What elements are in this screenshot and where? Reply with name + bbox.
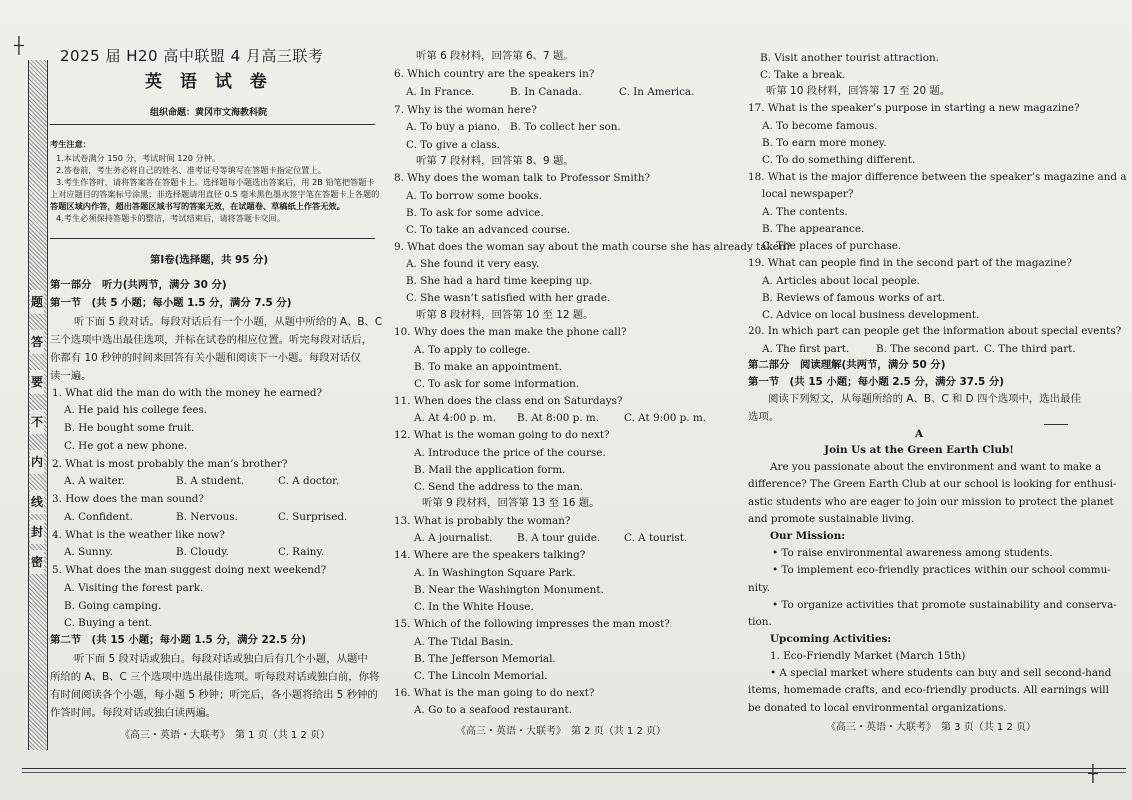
- mission-item: nity.: [748, 582, 770, 594]
- question-stem: 3. How does the man sound?: [52, 493, 204, 505]
- bottom-rule-2: [22, 772, 1126, 773]
- passage-line: Are you passionate about the environment and want to make a: [770, 461, 1102, 473]
- option: A. Articles about local people.: [762, 275, 920, 287]
- option: C. Take a break.: [760, 69, 846, 81]
- option: A. To become famous.: [762, 120, 878, 132]
- notice-item: 3.考生作答时，请将答案答在答题卡上。选择题每小题选出答案后，用 2B 铅笔把答题卡: [56, 177, 375, 187]
- question-stem: local newspaper?: [762, 188, 854, 200]
- option: A. In France.: [406, 86, 475, 98]
- question-stem: 2. What is most probably the man’s brother?: [52, 458, 288, 470]
- instruction-line: 有时间阅读各个小题，每小题 5 秒钟；听完后，各小题将给出 5 秒钟的: [50, 689, 378, 701]
- question-stem: 17. What is the speaker’s purpose in starting a new magazine?: [748, 102, 1080, 114]
- notice-rule: [50, 238, 375, 239]
- material-heading: 听第 6 段材料，回答第 6、7 题。: [416, 50, 574, 62]
- option: A. Visiting the forest park.: [64, 582, 204, 594]
- question-stem: 9. What does the woman say about the math course she has already taken?: [394, 241, 792, 253]
- option: C. To do something different.: [762, 154, 916, 166]
- section-heading: 第一节 (共 5 小题；每小题 1.5 分，满分 7.5 分): [50, 297, 292, 309]
- option: A. To buy a piano.: [406, 121, 501, 133]
- binding-char: 线: [30, 490, 44, 514]
- option: B. Visit another tourist attraction.: [760, 52, 939, 64]
- option: B. The second part.: [876, 343, 979, 355]
- part-heading: 第二部分 阅读理解(共两节，满分 50 分): [748, 359, 946, 371]
- instruction-line: 阅读下列短文，从每题所给的 A、B、C 和 D 四个选项中，选出最佳: [768, 393, 1081, 405]
- part-heading: 第一部分 听力(共两节，满分 30 分): [50, 279, 227, 291]
- mission-item: • To organize activities that promote sustainability and conserva-: [772, 599, 1117, 611]
- binding-char: 不: [30, 410, 44, 434]
- notice-item: 2.答卷前，考生务必将自己的姓名、准考证号等填写在答题卡指定位置上。: [56, 165, 326, 175]
- page-footer: 《高三・英语・大联考》 第 1 页（共 1 2 页）: [120, 730, 330, 741]
- option: C. The Lincoln Memorial.: [414, 670, 548, 682]
- question-stem: 18. What is the major difference between the speaker’s magazine and a: [748, 171, 1127, 183]
- instruction-line: 听下面 5 段对话或独白。每段对话或独白后有几个小题，从题中: [74, 653, 368, 665]
- option: A. Sunny.: [64, 546, 114, 558]
- activity-line: be donated to local environmental organizations.: [748, 702, 1007, 714]
- option: A. Confident.: [64, 511, 133, 523]
- mission-item: • To raise environmental awareness among students.: [772, 547, 1053, 559]
- option: B. Cloudy.: [176, 546, 229, 558]
- activity-line: • A special market where students can buy and sell second-hand: [770, 667, 1112, 679]
- option: A. The Tidal Basin.: [414, 636, 514, 648]
- activity-title: 1. Eco-Friendly Market (March 15th): [770, 650, 966, 662]
- notice-item: 4.考生必须保持答题卡的整洁，考试结束后，请将答题卡交回。: [56, 213, 285, 223]
- binding-char: 答: [30, 330, 44, 354]
- option: B. Nervous.: [176, 511, 238, 523]
- notice-item: 答题区域内作答，超出答题区域书写的答案无效，在试题卷、草稿纸上作答无效。: [50, 201, 345, 211]
- option: A. A journalist.: [414, 532, 493, 544]
- crop-mark-bottom-right: ┼: [1088, 764, 1098, 783]
- option: C. A tourist.: [624, 532, 688, 544]
- option: B. A tour guide.: [517, 532, 601, 544]
- material-heading: 听第 7 段材料，回答第 8、9 题。: [416, 155, 574, 167]
- passage-line: astic students who are eager to join our mission to protect the planet: [748, 496, 1114, 508]
- binding-char: 题: [30, 290, 44, 314]
- question-stem: 11. When does the class end on Saturdays?: [394, 395, 623, 407]
- notice-item: 上对应题目的答案标号涂黑；非选择题请用直径 0.5 毫米黑色墨水签字笔在答题卡上各题的: [50, 189, 380, 199]
- question-stem: 6. Which country are the speakers in?: [394, 68, 595, 80]
- option: B. To earn more money.: [762, 137, 887, 149]
- option: C. At 9:00 p. m.: [624, 412, 707, 424]
- question-stem: 19. What can people find in the second part of the magazine?: [748, 257, 1072, 269]
- volume-heading: 第Ⅰ卷(选择题，共 95 分): [150, 254, 269, 266]
- instruction-line: 选项。: [748, 411, 780, 423]
- exam-subject: 英 语 试 卷: [145, 72, 273, 92]
- question-stem: 1. What did the man do with the money he earned?: [52, 387, 323, 399]
- question-stem: 16. What is the man going to do next?: [394, 687, 595, 699]
- passage-line: and promote sustainable living.: [748, 513, 915, 525]
- passage-title: Join Us at the Green Earth Club!: [824, 444, 1014, 456]
- option: B. Near the Washington Monument.: [414, 584, 604, 596]
- question-stem: 5. What does the man suggest doing next weekend?: [52, 564, 327, 576]
- header-rule: [50, 124, 375, 125]
- activity-line: items, homemade crafts, and eco-friendly products. All earnings will: [748, 684, 1109, 696]
- question-stem: 14. Where are the speakers talking?: [394, 549, 586, 561]
- question-stem: 7. Why is the woman here?: [394, 104, 537, 116]
- option: C. She wasn’t satisfied with her grade.: [406, 292, 611, 304]
- page-footer: 《高三・英语・大联考》 第 3 页（共 1 2 页）: [826, 722, 1036, 733]
- notice-heading: 考生注意：: [50, 139, 91, 149]
- option: B. In Canada.: [510, 86, 582, 98]
- material-heading: 听第 8 段材料，回答第 10 至 12 题。: [416, 309, 594, 321]
- option: C. The places of purchase.: [762, 240, 902, 252]
- option: B. Mail the application form.: [414, 464, 566, 476]
- option: B. She had a hard time keeping up.: [406, 275, 593, 287]
- option: C. Buying a tent.: [64, 617, 153, 629]
- option: B. To make an appointment.: [414, 361, 563, 373]
- organizer: 组织命题：黄冈市文海教科院: [150, 108, 268, 118]
- option: C. In the White House.: [414, 601, 534, 613]
- option: A. To borrow some books.: [406, 190, 543, 202]
- mission-item: tion.: [748, 616, 772, 628]
- binding-char: 密: [30, 550, 44, 574]
- instruction-line: 三个选项中选出最佳选项，并标在试卷的相应位置。听完每段对话后，: [50, 334, 373, 346]
- passage-line: difference? The Green Earth Club at our school is looking for enthusi-: [748, 478, 1117, 490]
- instruction-line: 你都有 10 秒钟的时间来回答有关小题和阅读下一小题。每段对话仅: [50, 352, 361, 364]
- option: B. He bought some fruit.: [64, 422, 195, 434]
- option: B. Going camping.: [64, 600, 162, 612]
- short-rule: [1044, 424, 1068, 425]
- instruction-line: 作答时间。每段对话或独白读两遍。: [50, 707, 217, 719]
- option: A. The first part.: [762, 343, 850, 355]
- option: B. Reviews of famous works of art.: [762, 292, 946, 304]
- page-footer: 《高三・英语・大联考》 第 2 页（共 1 2 页）: [456, 726, 666, 737]
- question-stem: 12. What is the woman going to do next?: [394, 429, 610, 441]
- binding-strip: [28, 60, 48, 750]
- option: B. A student.: [176, 475, 245, 487]
- option: C. Advice on local business development.: [762, 309, 980, 321]
- exam-title: 2025 届 H20 高中联盟 4 月高三联考: [60, 47, 324, 65]
- question-stem: 13. What is probably the woman?: [394, 515, 571, 527]
- option: B. To collect her son.: [510, 121, 621, 133]
- option: C. The third part.: [984, 343, 1076, 355]
- option: A. She found it very easy.: [406, 258, 540, 270]
- option: A. Introduce the price of the course.: [414, 447, 606, 459]
- activities-heading: Upcoming Activities:: [770, 633, 892, 645]
- question-stem: 10. Why does the man make the phone call?: [394, 326, 627, 338]
- option: A. He paid his college fees.: [64, 404, 208, 416]
- option: B. The appearance.: [762, 223, 865, 235]
- section-heading: 第二节 (共 15 小题；每小题 1.5 分，满分 22.5 分): [50, 634, 306, 646]
- question-stem: 4. What is the weather like now?: [52, 529, 225, 541]
- question-stem: 20. In which part can people get the information about special events?: [748, 325, 1122, 337]
- option: C. Surprised.: [278, 511, 348, 523]
- option: A. To apply to college.: [414, 344, 531, 356]
- mission-heading: Our Mission:: [770, 530, 846, 542]
- option: B. To ask for some advice.: [406, 207, 544, 219]
- option: C. In America.: [619, 86, 695, 98]
- binding-char: 要: [30, 370, 44, 394]
- option: C. Rainy.: [278, 546, 325, 558]
- bottom-rule: [22, 768, 1126, 769]
- option: C. To give a class.: [406, 139, 500, 151]
- option: A. At 4:00 p. m.: [414, 412, 496, 424]
- option: A. A waiter.: [64, 475, 125, 487]
- option: A. In Washington Square Park.: [414, 567, 576, 579]
- instruction-line: 读一遍。: [50, 370, 92, 382]
- binding-char: 封: [30, 520, 44, 544]
- option: C. To ask for some information.: [414, 378, 580, 390]
- passage-label: A: [914, 428, 924, 440]
- instruction-line: 听下面 5 段对话。每段对话后有一个小题，从题中所给的 A、B、C: [74, 316, 383, 328]
- mission-item: • To implement eco-friendly practices within our school commu-: [772, 564, 1111, 576]
- material-heading: 听第 9 段材料，回答第 13 至 16 题。: [422, 497, 600, 509]
- section-heading: 第一节 (共 15 小题；每小题 2.5 分，满分 37.5 分): [748, 376, 1004, 388]
- material-heading: 听第 10 段材料，回答第 17 至 20 题。: [766, 85, 951, 97]
- option: B. At 8:00 p. m.: [517, 412, 600, 424]
- binding-char: 内: [30, 450, 44, 474]
- option: C. Send the address to the man.: [414, 481, 584, 493]
- option: A. Go to a seafood restaurant.: [414, 704, 573, 716]
- crop-mark-top-left: ┼: [14, 36, 24, 55]
- option: B. The Jefferson Memorial.: [414, 653, 556, 665]
- option: C. A doctor.: [278, 475, 340, 487]
- instruction-line: 所给的 A、B、C 三个选项中选出最佳选项。听每段对话或独白前，你将: [50, 671, 380, 683]
- option: A. The contents.: [762, 206, 848, 218]
- option: C. To take an advanced course.: [406, 224, 571, 236]
- question-stem: 15. Which of the following impresses the man most?: [394, 618, 670, 630]
- notice-item: 1.本试卷满分 150 分，考试时间 120 分钟。: [56, 153, 221, 163]
- question-stem: 8. Why does the woman talk to Professor Smith?: [394, 172, 651, 184]
- option: C. He got a new phone.: [64, 440, 188, 452]
